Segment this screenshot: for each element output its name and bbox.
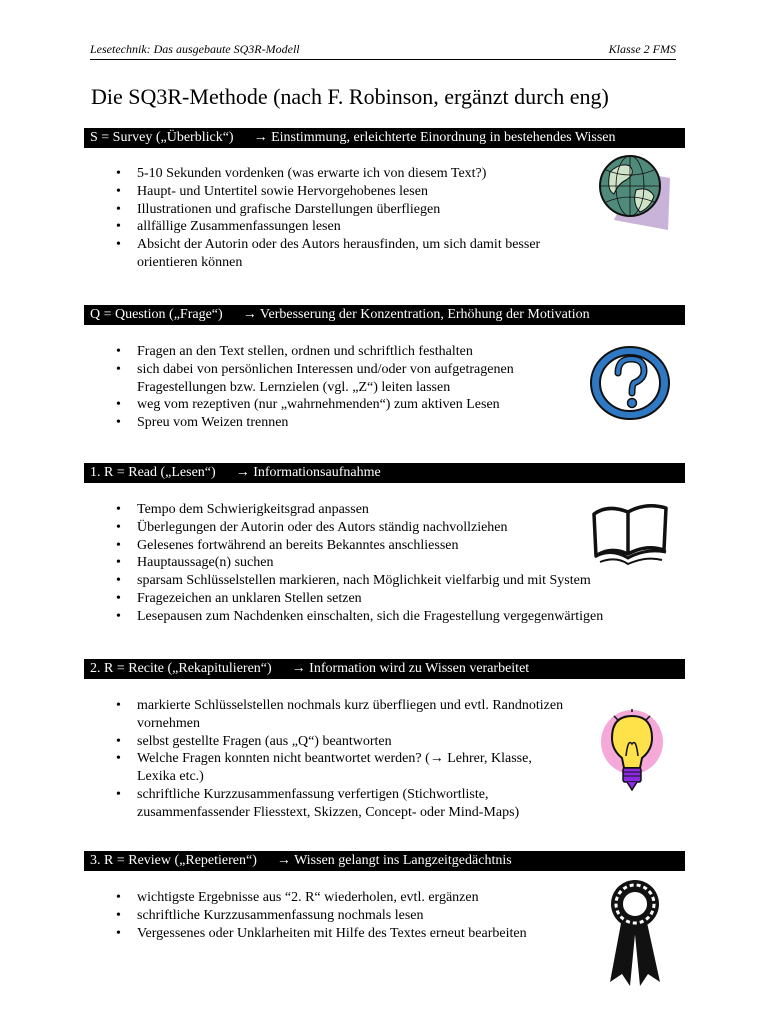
header-right: Klasse 2 FMS [608, 42, 676, 56]
section-label: Q = Question („Frage“) [90, 307, 223, 322]
list-item: • wichtigste Ergebnisse aus “2. R“ wiederholen, evtl. ergänzen [112, 889, 592, 907]
section-bar-recite [84, 659, 685, 679]
question-mark-icon [588, 343, 672, 423]
section-arrow-text: → Einstimmung, erleichterte Einordnung in bestehendes Wissen [253, 130, 616, 145]
list-item: • schriftliche Kurzzusammenfassung verfertigen (Stichwortliste, zusammenfassender Fliesstext, Skizzen, Concept- oder Mind-Maps) [112, 786, 572, 822]
list-item: • Fragen an den Text stellen, ordnen und schriftlich festhalten [112, 343, 572, 361]
section-label: S = Survey („Überblick“) [90, 130, 234, 145]
list-item: • Gelesenes fortwährend an bereits Bekanntes anschliessen [112, 537, 672, 555]
list-item: • Welche Fragen konnten nicht beantwortet werden? (→ Lehrer, Klasse, Lexika etc.) [112, 750, 572, 786]
list-item: • markierte Schlüsselstellen nochmals kurz überfliegen und evtl. Randnotizen vornehmen [112, 697, 572, 733]
section-bar-question [84, 305, 685, 325]
list-item: • Spreu vom Weizen trennen [112, 414, 572, 432]
award-ribbon-icon [606, 878, 664, 990]
page-header [90, 42, 676, 60]
recite-list [112, 697, 572, 822]
section-label: 2. R = Recite („Rekapitulieren“) [90, 661, 272, 676]
section-label: 1. R = Read („Lesen“) [90, 465, 216, 480]
list-item: • Fragezeichen an unklaren Stellen setzen [112, 590, 672, 608]
section-arrow-text: → Verbesserung der Konzentration, Erhöhung der Motivation [242, 307, 590, 322]
list-item: • sich dabei von persönlichen Interessen und/oder von aufgetragenen Fragestellungen bzw. Lernzielen (vgl. „Z“) leiten lassen [112, 361, 572, 397]
page-title: Die SQ3R-Methode (nach F. Robinson, ergänzt durch eng) [91, 84, 609, 109]
list-item: • sparsam Schlüsselstellen markieren, nach Möglichkeit vielfarbig und mit System [112, 572, 672, 590]
section-bar-review [84, 851, 685, 871]
list-item: • weg vom rezeptiven (nur „wahrnehmenden“) zum aktiven Lesen [112, 396, 572, 414]
list-item: • allfällige Zusammenfassungen lesen [112, 218, 552, 236]
section-arrow-text: → Information wird zu Wissen verarbeitet [291, 661, 530, 676]
read-list [112, 501, 672, 626]
review-list [112, 889, 592, 942]
globe-icon [596, 150, 672, 232]
list-item: • 5-10 Sekunden vordenken (was erwarte ich von diesem Text?) [112, 165, 552, 183]
section-bar-survey [84, 128, 685, 148]
question-list [112, 343, 572, 432]
header-left: Lesetechnik: Das ausgebaute SQ3R-Modell [90, 42, 300, 56]
list-item: • Überlegungen der Autorin oder des Autors ständig nachvollziehen [112, 519, 672, 537]
list-item: • selbst gestellte Fragen (aus „Q“) beantworten [112, 733, 572, 751]
light-bulb-icon [600, 708, 664, 796]
list-item: • Illustrationen und grafische Darstellungen überfliegen [112, 201, 552, 219]
list-item: • Absicht der Autorin oder des Autors herausfinden, um sich damit besser orientieren können [112, 236, 552, 272]
section-arrow-text: → Wissen gelangt ins Langzeitgedächtnis [276, 853, 512, 868]
section-label: 3. R = Review („Repetieren“) [90, 853, 257, 868]
survey-list [112, 165, 552, 272]
section-bar-read [84, 463, 685, 483]
list-item: • Haupt- und Untertitel sowie Hervorgehobenes lesen [112, 183, 552, 201]
open-book-icon [590, 500, 672, 568]
section-arrow-text: → Informationsaufnahme [235, 465, 381, 480]
list-item: • schriftliche Kurzzusammenfassung nochmals lesen [112, 907, 592, 925]
list-item: • Lesepausen zum Nachdenken einschalten, sich die Fragestellung vergegenwärtigen [112, 608, 672, 626]
list-item: • Hauptaussage(n) suchen [112, 554, 672, 572]
list-item: • Tempo dem Schwierigkeitsgrad anpassen [112, 501, 672, 519]
list-item: • Vergessenes oder Unklarheiten mit Hilfe des Textes erneut bearbeiten [112, 925, 592, 943]
